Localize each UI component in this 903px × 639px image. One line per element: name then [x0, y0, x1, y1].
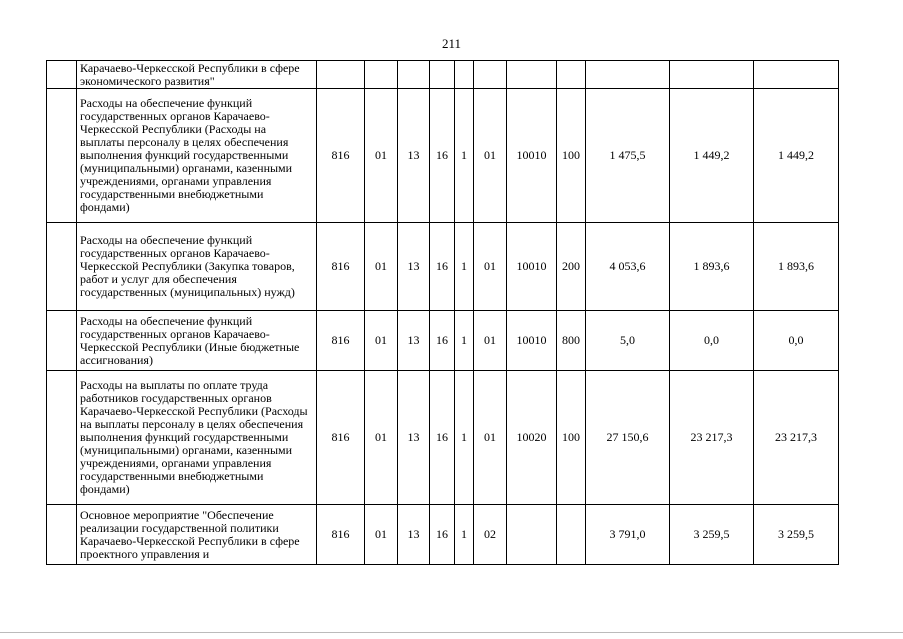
code-cell: 16: [430, 223, 455, 311]
description-cell: Расходы на выплаты по оплате труда работников государственных органов Карачаево-Черкесской Республики (Расходы на выплаты персоналу в целях обеспечения выполнения функций государственными (муниципальными) органами, казенными учреждениями, органами управления государственными внебюджетными фондами): [77, 371, 317, 505]
code-cell: [365, 61, 398, 89]
amount-cell: 23 217,3: [754, 371, 839, 505]
code-cell: 01: [474, 223, 507, 311]
table-row: [47, 223, 839, 311]
budget-table: [46, 60, 839, 565]
code-cell: 13: [398, 371, 430, 505]
page-number: 211: [441, 36, 462, 51]
amount-cell: [586, 61, 670, 89]
amount-cell: 1 475,5: [586, 89, 670, 223]
code-cell: [507, 505, 557, 565]
description-cell: Расходы на обеспечение функций государственных органов Карачаево-Черкесской Республики (Иные бюджетные ассигнования): [77, 311, 317, 371]
row-number-cell: [47, 311, 77, 371]
code-cell: 02: [474, 505, 507, 565]
code-cell: 01: [365, 89, 398, 223]
code-cell: 01: [365, 505, 398, 565]
amount-cell: [670, 61, 754, 89]
code-cell: 1: [455, 311, 474, 371]
amount-cell: 3 259,5: [754, 505, 839, 565]
code-cell: 13: [398, 505, 430, 565]
code-cell: [430, 61, 455, 89]
description-cell: Расходы на обеспечение функций государственных органов Карачаево-Черкесской Республики (Закупка товаров, работ и услуг для обеспечения государственных (муниципальных) нужд): [77, 223, 317, 311]
code-cell: 01: [365, 371, 398, 505]
amount-cell: 23 217,3: [670, 371, 754, 505]
amount-cell: 0,0: [670, 311, 754, 371]
description-cell: Расходы на обеспечение функций государственных органов Карачаево-Черкесской Республики (Расходы на выплаты персоналу в целях обеспечения выполнения функций государственными (муниципальными) органами, казенными учреждениями, органами управления государственными внебюджетными фондами): [77, 89, 317, 223]
code-cell: 1: [455, 505, 474, 565]
row-number-cell: [47, 223, 77, 311]
code-cell: 100: [557, 371, 586, 505]
code-cell: 13: [398, 223, 430, 311]
amount-cell: 1 449,2: [670, 89, 754, 223]
code-cell: 1: [455, 89, 474, 223]
code-cell: 10010: [507, 89, 557, 223]
code-cell: 16: [430, 311, 455, 371]
amount-cell: 3 791,0: [586, 505, 670, 565]
code-cell: 01: [365, 311, 398, 371]
code-cell: [398, 61, 430, 89]
code-cell: 10020: [507, 371, 557, 505]
row-number-cell: [47, 505, 77, 565]
table-row: [47, 61, 839, 89]
code-cell: 01: [365, 223, 398, 311]
code-cell: 816: [317, 311, 365, 371]
table-row: [47, 89, 839, 223]
code-cell: 13: [398, 311, 430, 371]
code-cell: 16: [430, 89, 455, 223]
table-row: [47, 311, 839, 371]
row-number-cell: [47, 89, 77, 223]
row-number-cell: [47, 61, 77, 89]
description-cell: Основное мероприятие "Обеспечение реализации государственной политики Карачаево-Черкесской Республики в сфере проектного управления и: [77, 505, 317, 565]
code-cell: 816: [317, 371, 365, 505]
code-cell: [557, 505, 586, 565]
code-cell: 1: [455, 223, 474, 311]
code-cell: 816: [317, 89, 365, 223]
code-cell: 800: [557, 311, 586, 371]
code-cell: 16: [430, 505, 455, 565]
code-cell: 16: [430, 371, 455, 505]
code-cell: 01: [474, 311, 507, 371]
table-row: [47, 371, 839, 505]
code-cell: [474, 61, 507, 89]
amount-cell: 1 893,6: [670, 223, 754, 311]
code-cell: 10010: [507, 311, 557, 371]
code-cell: 100: [557, 89, 586, 223]
description-cell: Карачаево-Черкесской Республики в сфере экономического развития": [77, 61, 317, 89]
code-cell: 200: [557, 223, 586, 311]
table-row: [47, 505, 839, 565]
code-cell: 10010: [507, 223, 557, 311]
code-cell: [455, 61, 474, 89]
amount-cell: 1 893,6: [754, 223, 839, 311]
amount-cell: 5,0: [586, 311, 670, 371]
code-cell: [557, 61, 586, 89]
amount-cell: 0,0: [754, 311, 839, 371]
page-edge-line: [0, 632, 903, 633]
code-cell: 816: [317, 223, 365, 311]
code-cell: 816: [317, 505, 365, 565]
code-cell: [507, 61, 557, 89]
code-cell: 13: [398, 89, 430, 223]
row-number-cell: [47, 371, 77, 505]
amount-cell: 1 449,2: [754, 89, 839, 223]
code-cell: 01: [474, 371, 507, 505]
amount-cell: 4 053,6: [586, 223, 670, 311]
amount-cell: [754, 61, 839, 89]
code-cell: [317, 61, 365, 89]
amount-cell: 27 150,6: [586, 371, 670, 505]
amount-cell: 3 259,5: [670, 505, 754, 565]
code-cell: 1: [455, 371, 474, 505]
code-cell: 01: [474, 89, 507, 223]
